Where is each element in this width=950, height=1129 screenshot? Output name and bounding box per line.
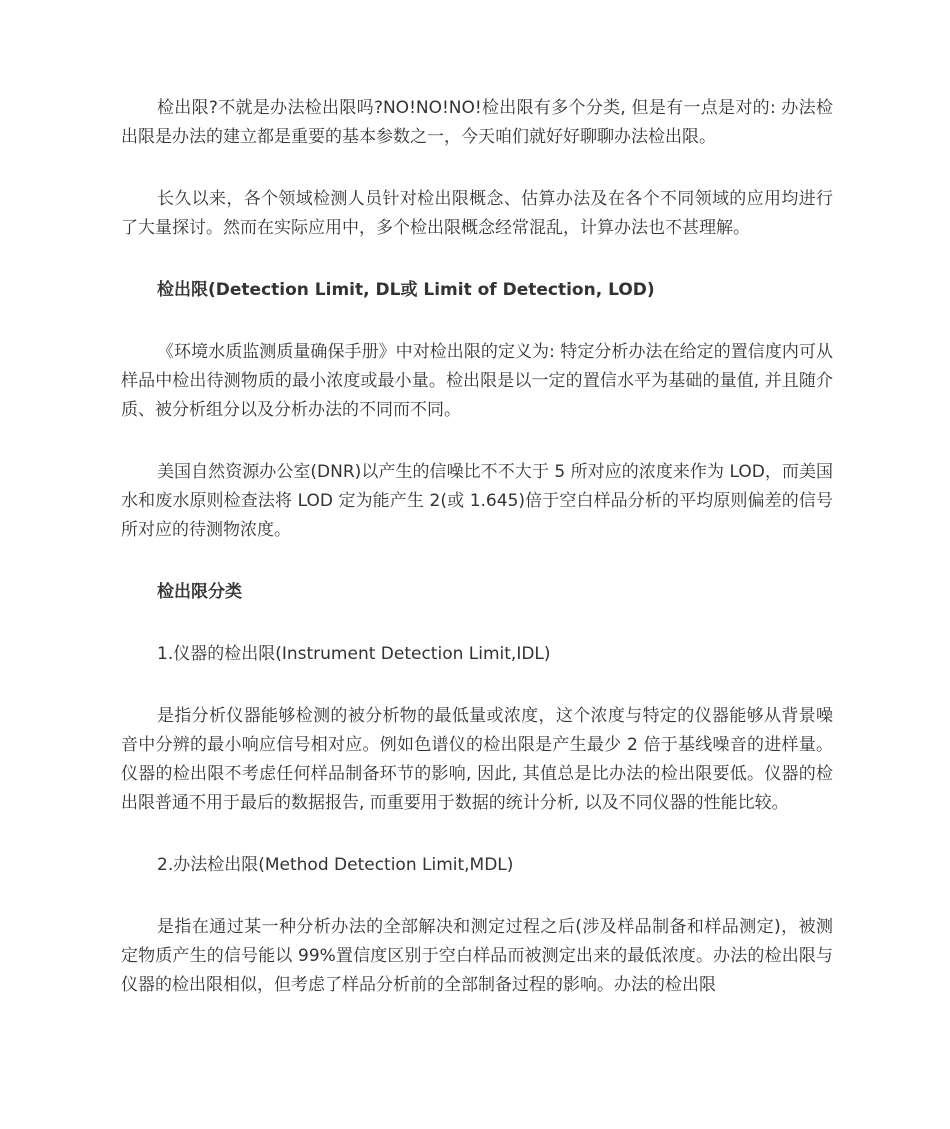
idl-paragraph: 是指分析仪器能够检测的被分析物的最低量或浓度，这个浓度与特定的仪器能够从背景噪音中分辨的最小响应信号相对应。例如色谱仪的检出限是产生最少 2 倍于基线噪音的进样量。仪器的检出限不考虑任何样品制备环节的影响, 因此, 其值总是比办法的检出限要低。仪器的检出限普通不用于最后的数据报告, 而重要用于数据的统计分析, 以及不同仪器的性能比较。 (121, 706, 833, 813)
subheading-idl: 1.仪器的检出限(Instrument Detection Limit,IDL) (157, 644, 551, 664)
subheading-mdl: 2.办法检出限(Method Detection Limit,MDL) (157, 855, 514, 875)
mdl-paragraph: 是指在通过某一种分析办法的全部解决和测定过程之后(涉及样品制备和样品测定)，被测定物质产生的信号能以 99%置信度区别于空白样品而被测定出来的最低浓度。办法的检出限与仪器的检出限相似，但考虑了样品分析前的全部制备过程的影响。办法的检出限 (121, 917, 833, 995)
document-body (121, 94, 833, 1033)
background-paragraph: 长久以来，各个领域检测人员针对检出限概念、估算办法及在各个不同领域的应用均进行了大量探讨。然而在实际应用中，多个检出限概念经常混乱，计算办法也不甚理解。 (121, 189, 833, 238)
section-heading-classification: 检出限分类 (157, 582, 242, 602)
dnr-paragraph: 美国自然资源办公室(DNR)以产生的信噪比不不大于 5 所对应的浓度来作为 LOD，而美国水和废水原则检查法将 LOD 定为能产生 2(或 1.645)倍于空白样品分析的平均原则偏差的信号所对应的待测物浓度。 (121, 462, 833, 540)
section-heading-lod: 检出限(Detection Limit, DL或 Limit of Detection, LOD) (157, 280, 655, 300)
intro-paragraph: 检出限?不就是办法检出限吗?NO!NO!NO!检出限有多个分类, 但是有一点是对的: 办法检出限是办法的建立都是重要的基本参数之一，今天咱们就好好聊聊办法检出限。 (121, 98, 833, 147)
definition-paragraph: 《环境水质监测质量确保手册》中对检出限的定义为: 特定分析办法在给定的置信度内可从样品中检出待测物质的最小浓度或最小量。检出限是以一定的置信水平为基础的量值, 并且随介质、被分析组分以及分析办法的不同而不同。 (121, 342, 833, 420)
